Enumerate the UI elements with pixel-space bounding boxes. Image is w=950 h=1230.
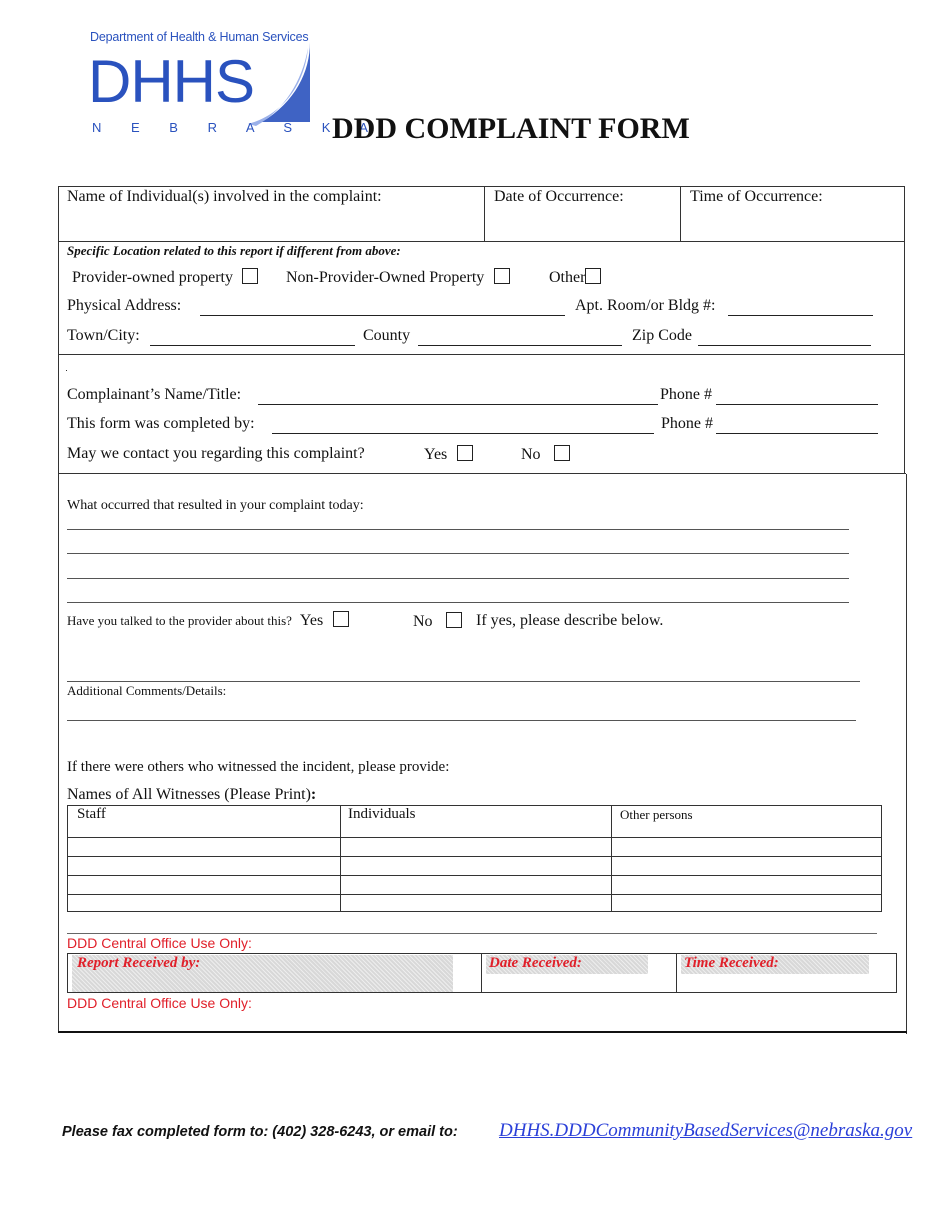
talked-provider-question: Have you talked to the provider about this? [67, 613, 292, 628]
time-occurrence-field[interactable] [682, 210, 902, 240]
witness-header-staff: Staff [77, 806, 106, 822]
phone-2-label: Phone # [661, 415, 713, 432]
date-occurrence-label: Date of Occurrence: [494, 188, 624, 205]
witness-row-line-1 [68, 837, 881, 838]
page-title: DDD COMPLAINT FORM [332, 112, 690, 145]
non-provider-owned-option[interactable] [286, 268, 510, 287]
provider-owned-option[interactable] [72, 268, 258, 287]
contact-no-label: No [521, 446, 541, 463]
office-use-box [67, 953, 897, 993]
phone-2-field[interactable] [716, 433, 878, 434]
witness-col-divider-1 [340, 806, 341, 912]
fax-instructions: Please fax completed form to: (402) 328-6243, or email to: [62, 1124, 458, 1140]
witness-section-bottom [67, 933, 877, 934]
time-received-label: Time Received: [684, 955, 779, 971]
witness-header-individuals: Individuals [348, 806, 416, 822]
non-provider-owned-checkbox[interactable] [494, 268, 510, 284]
what-occurred-line-1[interactable] [67, 529, 849, 530]
apt-label: Apt. Room/or Bldg #: [575, 297, 716, 314]
small-dot [66, 370, 67, 371]
talked-no-checkbox[interactable] [446, 612, 462, 628]
what-occurred-label: What occurred that resulted in your complaint today: [67, 498, 364, 513]
witness-table [67, 805, 882, 912]
form-border-right-lower [906, 474, 907, 1034]
complainant-name-label: Complainant’s Name/Title: [67, 386, 242, 403]
office-use-label-2: DDD Central Office Use Only: [67, 995, 252, 1011]
witness-row-line-3 [68, 875, 881, 876]
contact-question: May we contact you regarding this complaint? [67, 445, 365, 462]
complainant-name-field[interactable] [258, 404, 658, 405]
office-col-divider-1 [481, 954, 482, 992]
report-received-label: Report Received by: [77, 955, 201, 971]
county-label: County [363, 327, 411, 344]
logo-department: Department of Health & Human Services [90, 30, 309, 44]
complainant-bottom [58, 473, 906, 474]
talked-yes-label: Yes [299, 612, 324, 629]
if-yes-describe: If yes, please describe below. [476, 612, 664, 629]
what-occurred-line-2[interactable] [67, 553, 849, 554]
date-occurrence-field[interactable] [486, 210, 678, 240]
zip-label: Zip Code [632, 327, 692, 344]
non-provider-owned-label: Non-Provider-Owned Property [286, 269, 485, 286]
other-location-label: Other [549, 269, 586, 286]
witness-names-label [67, 786, 316, 804]
email-link[interactable]: DHHS.DDDCommunityBasedServices@nebraska.gov [499, 1120, 913, 1141]
form-border-top [58, 186, 904, 187]
contact-yes-label: Yes [424, 446, 448, 463]
contact-no-checkbox[interactable] [554, 445, 570, 461]
location-bottom [58, 354, 904, 355]
logo-state: N E B R A S K A [92, 120, 381, 135]
witness-row-line-2 [68, 856, 881, 857]
witness-col-divider-2 [611, 806, 612, 912]
talked-yes-checkbox[interactable] [333, 611, 349, 627]
logo-abbrev: DHHS [88, 48, 255, 115]
time-occurrence-label: Time of Occurrence: [690, 188, 823, 205]
names-involved-field[interactable] [60, 210, 482, 240]
form-border-right-upper [904, 186, 905, 474]
talked-yes-option[interactable] [300, 612, 349, 629]
contact-yes-checkbox[interactable] [457, 445, 473, 461]
witness-names-text: Names of All Witnesses (Please Print) [67, 786, 311, 803]
names-involved-label: Name of Individual(s) involved in the complaint: [67, 188, 382, 205]
contact-yes-option[interactable] [424, 445, 473, 464]
additional-comments-line[interactable] [67, 720, 856, 721]
talked-provider-row [67, 611, 349, 630]
describe-line[interactable] [67, 681, 860, 682]
what-occurred-line-4[interactable] [67, 602, 849, 603]
physical-address-label: Physical Address: [67, 297, 182, 314]
zip-field[interactable] [698, 345, 871, 346]
witness-row-line-4 [68, 894, 881, 895]
date-received-label: Date Received: [489, 955, 582, 971]
talked-no-label: No [413, 613, 433, 630]
completed-by-label: This form was completed by: [67, 415, 255, 432]
completed-by-field[interactable] [272, 433, 654, 434]
provider-owned-checkbox[interactable] [242, 268, 258, 284]
row1-divider-2 [680, 186, 681, 241]
phone-1-field[interactable] [716, 404, 878, 405]
what-occurred-line-3[interactable] [67, 578, 849, 579]
office-col-divider-2 [676, 954, 677, 992]
form-border-bottom [58, 1031, 907, 1033]
witness-header-other: Other persons [620, 807, 693, 822]
other-location-option[interactable] [549, 268, 601, 287]
phone-1-label: Phone # [660, 386, 712, 403]
additional-comments-label: Additional Comments/Details: [67, 683, 227, 698]
location-heading: Specific Location related to this report if different from above: [67, 243, 401, 258]
contact-no-option[interactable] [521, 445, 570, 464]
dhhs-logo [70, 22, 381, 146]
row1-bottom [58, 241, 904, 242]
town-field[interactable] [150, 345, 355, 346]
town-label: Town/City: [67, 327, 140, 344]
witness-names-colon: : [310, 786, 317, 803]
physical-address-field[interactable] [200, 315, 565, 316]
form-border-left [58, 186, 59, 1032]
county-field[interactable] [418, 345, 622, 346]
row1-divider-1 [484, 186, 485, 241]
witness-intro: If there were others who witnessed the incident, please provide: [67, 759, 450, 775]
talked-no-option[interactable] [413, 612, 462, 631]
other-location-checkbox[interactable] [585, 268, 601, 284]
office-use-label-1: DDD Central Office Use Only: [67, 935, 252, 951]
provider-owned-label: Provider-owned property [72, 269, 233, 286]
apt-field[interactable] [728, 315, 873, 316]
